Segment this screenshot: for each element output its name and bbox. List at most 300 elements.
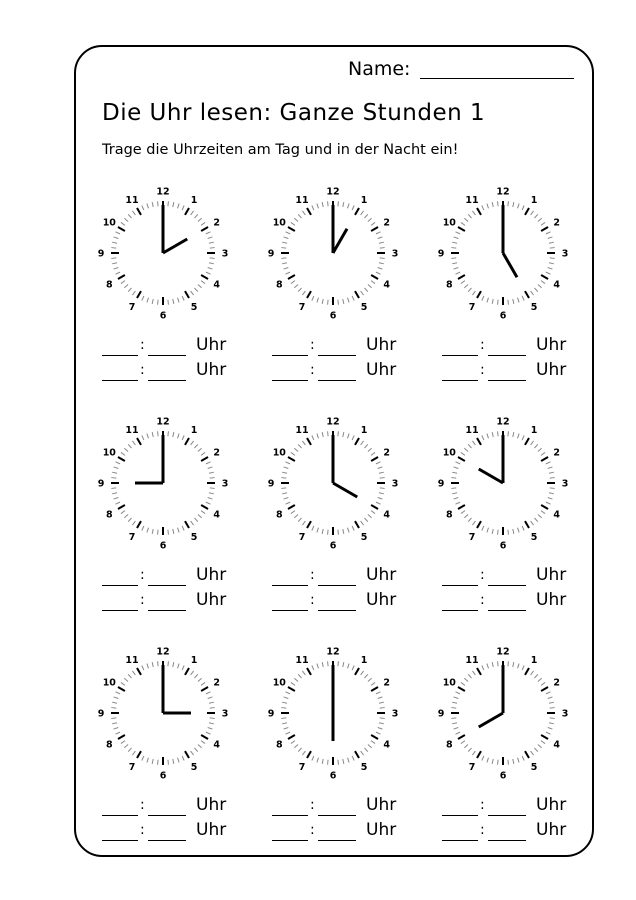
minute-tick [132, 751, 135, 755]
minute-tick [376, 502, 381, 504]
minute-tick [549, 472, 554, 473]
minute-tick [124, 744, 128, 747]
minute-tick [464, 218, 468, 221]
minute-tick [298, 444, 301, 448]
clock-face [97, 416, 229, 552]
time-separator: : [140, 567, 145, 583]
hour-tick [137, 291, 141, 298]
unit-label: Uhr [536, 360, 567, 380]
minute-tick [541, 281, 545, 284]
answer-row-day [102, 565, 252, 591]
hour-blank[interactable] [272, 815, 308, 816]
minute-tick [378, 498, 383, 500]
minute-blank[interactable] [488, 355, 526, 356]
hour-tick [118, 687, 125, 691]
minute-tick [361, 751, 364, 755]
hour-tick [477, 438, 481, 445]
dial-number: 4 [383, 509, 391, 521]
hour-blank[interactable] [442, 610, 478, 611]
minute-tick [371, 511, 375, 514]
hour-tick [477, 291, 481, 298]
hour-blank[interactable] [442, 815, 478, 816]
minute-tick [492, 529, 493, 534]
dial-number: 7 [468, 532, 476, 544]
dial-number: 5 [190, 762, 198, 774]
minute-tick [379, 493, 384, 494]
dial-number: 3 [221, 708, 229, 720]
minute-tick [452, 472, 457, 473]
hour-blank[interactable] [102, 380, 138, 381]
minute-tick [198, 514, 202, 517]
minute-tick [538, 744, 542, 747]
dial-number: 4 [553, 739, 561, 751]
hour-tick [541, 687, 548, 691]
minute-tick [498, 431, 499, 436]
minute-tick [468, 214, 471, 218]
name-label: Name: [348, 58, 411, 80]
hour-tick [307, 751, 311, 758]
time-separator: : [480, 592, 485, 608]
minute-tick [550, 478, 555, 479]
minute-blank[interactable] [318, 815, 356, 816]
minute-tick [208, 697, 213, 699]
hour-blank[interactable] [102, 355, 138, 356]
minute-tick [371, 281, 375, 284]
minute-tick [464, 284, 468, 287]
minute-tick [194, 288, 197, 292]
minute-tick [534, 674, 537, 678]
dial-number: 5 [360, 302, 368, 314]
minute-tick [461, 682, 465, 685]
minute-tick [541, 741, 545, 744]
dial-number: 3 [391, 478, 399, 490]
dial-number: 10 [272, 217, 286, 229]
time-separator: : [140, 797, 145, 813]
minute-tick [191, 211, 194, 215]
minute-tick [541, 511, 545, 514]
answer-row-day [442, 335, 592, 361]
answer-row-day [272, 565, 422, 591]
minute-tick [452, 493, 457, 494]
minute-tick [454, 697, 459, 699]
minute-tick [371, 741, 375, 744]
minute-tick [191, 671, 194, 675]
instruction-text: Trage die Uhrzeiten am Tag und in der Nacht ein! [102, 142, 459, 158]
minute-tick [468, 674, 471, 678]
dial-number: 12 [156, 416, 170, 428]
hour-tick [355, 291, 359, 298]
hour-blank[interactable] [272, 840, 308, 841]
minute-tick [178, 528, 180, 533]
dial-number: 3 [561, 708, 569, 720]
minute-tick [317, 298, 319, 303]
minute-tick [338, 201, 339, 206]
name-input-line[interactable] [420, 78, 574, 79]
minute-tick [182, 756, 184, 761]
minute-tick [173, 662, 174, 667]
minute-blank[interactable] [488, 610, 526, 611]
minute-tick [182, 665, 184, 670]
minute-blank[interactable] [488, 815, 526, 816]
minute-tick [121, 741, 125, 744]
minute-tick [114, 697, 119, 699]
minute-tick [343, 202, 344, 207]
minute-tick [121, 511, 125, 514]
hour-tick [525, 291, 529, 298]
minute-tick [454, 237, 459, 239]
minute-tick [455, 462, 460, 464]
minute-tick [128, 748, 131, 752]
minute-tick [328, 300, 329, 305]
minute-tick [168, 661, 169, 666]
hour-tick [288, 227, 295, 231]
minute-tick [142, 756, 144, 761]
minute-tick [168, 300, 169, 305]
hour-tick [355, 208, 359, 215]
dial-number: 7 [468, 762, 476, 774]
minute-tick [302, 291, 305, 295]
dial-number: 1 [530, 194, 538, 206]
minute-tick [487, 298, 489, 303]
minute-tick [317, 528, 319, 533]
dial-number: 9 [437, 248, 445, 260]
minute-tick [338, 760, 339, 765]
minute-tick [513, 432, 514, 437]
minute-tick [378, 467, 383, 469]
minute-tick [508, 431, 509, 436]
clock-face [437, 186, 569, 322]
minute-tick [281, 718, 286, 719]
minute-tick [206, 502, 211, 504]
minute-tick [328, 201, 329, 206]
dial-number: 6 [499, 770, 507, 782]
hour-blank[interactable] [102, 585, 138, 586]
minute-tick [541, 682, 545, 685]
unit-label: Uhr [536, 795, 567, 815]
minute-tick [513, 299, 514, 304]
minute-tick [364, 518, 367, 522]
minute-tick [317, 434, 319, 439]
hour-blank[interactable] [442, 380, 478, 381]
minute-tick [546, 692, 551, 694]
hour-blank[interactable] [272, 380, 308, 381]
answer-row-night [272, 590, 422, 616]
minute-tick [291, 511, 295, 514]
minute-tick [206, 692, 211, 694]
minute-tick [201, 682, 205, 685]
minute-tick [482, 665, 484, 670]
minute-blank[interactable] [318, 840, 356, 841]
hour-tick [355, 668, 359, 675]
minute-tick [112, 723, 117, 724]
hour-tick [458, 457, 465, 461]
hour-tick [118, 735, 125, 739]
minute-tick [298, 748, 301, 752]
minute-tick [209, 263, 214, 264]
minute-tick [121, 452, 125, 455]
minute-tick [142, 205, 144, 210]
dial-number: 8 [445, 279, 453, 291]
minute-tick [364, 214, 367, 218]
hour-tick [458, 687, 465, 691]
minute-tick [361, 211, 364, 215]
clock-face [437, 416, 569, 552]
dial-number: 5 [360, 532, 368, 544]
dial-number: 10 [272, 447, 286, 459]
minute-tick [312, 665, 314, 670]
dial-number: 6 [159, 540, 167, 552]
minute-tick [531, 751, 534, 755]
minute-blank[interactable] [148, 585, 186, 586]
minute-tick [541, 222, 545, 225]
time-separator: : [480, 797, 485, 813]
dial-number: 10 [442, 447, 456, 459]
minute-tick [173, 529, 174, 534]
page-title: Die Uhr lesen: Ganze Stunden 1 [102, 100, 486, 126]
minute-tick [455, 232, 460, 234]
minute-tick [379, 702, 384, 703]
minute-tick [513, 529, 514, 534]
hour-blank[interactable] [102, 840, 138, 841]
dial-number: 6 [329, 770, 337, 782]
minute-tick [379, 472, 384, 473]
hour-tick [525, 208, 529, 215]
minute-tick [513, 662, 514, 667]
dial-number: 12 [326, 186, 340, 198]
minute-tick [541, 452, 545, 455]
hour-tick [477, 208, 481, 215]
hour-tick [118, 457, 125, 461]
minute-tick [546, 272, 551, 274]
minute-tick [191, 751, 194, 755]
dial-number: 9 [97, 248, 105, 260]
minute-tick [124, 284, 128, 287]
dial-number: 10 [102, 217, 116, 229]
minute-tick [115, 462, 120, 464]
dial-number: 10 [442, 677, 456, 689]
hour-tick [458, 227, 465, 231]
minute-tick [178, 758, 180, 763]
time-separator: : [310, 822, 315, 838]
dial-number: 7 [128, 532, 136, 544]
hour-blank[interactable] [442, 840, 478, 841]
minute-blank[interactable] [148, 815, 186, 816]
dial-number: 8 [275, 279, 283, 291]
minute-tick [294, 514, 298, 517]
minute-blank[interactable] [148, 840, 186, 841]
hour-blank[interactable] [442, 355, 478, 356]
minute-tick [513, 202, 514, 207]
hour-tick [355, 751, 359, 758]
minute-blank[interactable] [488, 585, 526, 586]
minute-tick [121, 281, 125, 284]
dial-number: 4 [213, 509, 221, 521]
minute-tick [461, 741, 465, 744]
clock-face [437, 646, 569, 782]
minute-tick [534, 748, 537, 752]
minute-tick [380, 258, 385, 259]
minute-tick [492, 202, 493, 207]
time-separator: : [310, 592, 315, 608]
minute-tick [368, 448, 372, 451]
minute-tick [508, 300, 509, 305]
minute-tick [291, 281, 295, 284]
minute-tick [548, 237, 553, 239]
minute-tick [487, 434, 489, 439]
dial-number: 2 [553, 217, 561, 229]
hour-tick [288, 735, 295, 739]
hour-blank[interactable] [272, 355, 308, 356]
hour-tick [541, 457, 548, 461]
minute-tick [173, 202, 174, 207]
minute-tick [531, 671, 534, 675]
dial-number: 1 [360, 194, 368, 206]
minute-tick [343, 529, 344, 534]
minute-blank[interactable] [148, 610, 186, 611]
minute-tick [522, 665, 524, 670]
minute-tick [368, 284, 372, 287]
minute-tick [194, 748, 197, 752]
hour-blank[interactable] [102, 610, 138, 611]
dial-number: 12 [156, 646, 170, 658]
minute-tick [111, 718, 116, 719]
minute-tick [464, 514, 468, 517]
minute-tick [112, 702, 117, 703]
dial-number: 3 [561, 478, 569, 490]
minute-tick [142, 665, 144, 670]
minute-tick [548, 268, 553, 270]
minute-tick [285, 272, 290, 274]
minute-tick [284, 237, 289, 239]
minute-tick [482, 205, 484, 210]
minute-tick [452, 242, 457, 243]
minute-tick [451, 478, 456, 479]
dial-number: 7 [298, 302, 306, 314]
minute-tick [338, 300, 339, 305]
dial-number: 1 [190, 194, 198, 206]
minute-tick [111, 708, 116, 709]
hour-tick [371, 275, 378, 279]
minute-tick [173, 299, 174, 304]
minute-tick [518, 528, 520, 533]
dial-number: 6 [159, 770, 167, 782]
minute-tick [198, 448, 202, 451]
answer-row-day [272, 335, 422, 361]
minute-tick [343, 662, 344, 667]
minute-blank[interactable] [488, 380, 526, 381]
minute-tick [468, 444, 471, 448]
minute-tick [531, 211, 534, 215]
minute-tick [201, 281, 205, 284]
hour-tick [355, 438, 359, 445]
minute-tick [285, 732, 290, 734]
minute-blank[interactable] [148, 380, 186, 381]
minute-blank[interactable] [318, 610, 356, 611]
minute-tick [492, 759, 493, 764]
minute-blank[interactable] [318, 380, 356, 381]
dial-number: 10 [102, 677, 116, 689]
minute-tick [147, 204, 149, 209]
minute-tick [302, 521, 305, 525]
minute-tick [111, 478, 116, 479]
minute-tick [380, 478, 385, 479]
minute-tick [291, 741, 295, 744]
minute-tick [302, 441, 305, 445]
minute-tick [147, 298, 149, 303]
minute-tick [550, 488, 555, 489]
dial-number: 5 [190, 532, 198, 544]
minute-tick [472, 291, 475, 295]
dial-number: 6 [329, 310, 337, 322]
minute-tick [168, 530, 169, 535]
minute-tick [111, 488, 116, 489]
minute-tick [508, 530, 509, 535]
minute-tick [158, 300, 159, 305]
minute-tick [158, 760, 159, 765]
hour-tick [288, 687, 295, 691]
minute-tick [291, 222, 295, 225]
minute-tick [168, 201, 169, 206]
minute-tick [376, 462, 381, 464]
minute-tick [455, 692, 460, 694]
dial-number: 4 [383, 279, 391, 291]
unit-label: Uhr [536, 590, 567, 610]
dial-number: 8 [105, 739, 113, 751]
hour-hand [479, 469, 503, 483]
hour-tick [118, 227, 125, 231]
minute-tick [312, 205, 314, 210]
minute-tick [348, 298, 350, 303]
minute-tick [191, 441, 194, 445]
minute-tick [142, 435, 144, 440]
minute-tick [522, 205, 524, 210]
hour-blank[interactable] [272, 610, 308, 611]
minute-tick [534, 444, 537, 448]
minute-tick [147, 528, 149, 533]
minute-tick [142, 296, 144, 301]
minute-blank[interactable] [488, 840, 526, 841]
dial-number: 2 [553, 447, 561, 459]
minute-blank[interactable] [148, 355, 186, 356]
minute-tick [194, 444, 197, 448]
minute-tick [281, 478, 286, 479]
dial-number: 7 [298, 762, 306, 774]
dial-number: 11 [295, 424, 309, 436]
minute-tick [178, 298, 180, 303]
minute-tick [352, 526, 354, 531]
minute-tick [114, 498, 119, 500]
minute-blank[interactable] [318, 585, 356, 586]
minute-tick [132, 521, 135, 525]
minute-blank[interactable] [318, 355, 356, 356]
hour-blank[interactable] [272, 585, 308, 586]
minute-tick [378, 728, 383, 730]
unit-label: Uhr [196, 820, 227, 840]
minute-tick [152, 299, 153, 304]
unit-label: Uhr [366, 820, 397, 840]
minute-tick [291, 682, 295, 685]
minute-tick [522, 526, 524, 531]
hour-blank[interactable] [102, 815, 138, 816]
minute-tick [343, 432, 344, 437]
minute-tick [550, 258, 555, 259]
hour-blank[interactable] [442, 585, 478, 586]
dial-number: 2 [383, 447, 391, 459]
dial-number: 12 [326, 416, 340, 428]
minute-tick [147, 434, 149, 439]
minute-tick [198, 678, 202, 681]
hour-hand [503, 253, 517, 277]
